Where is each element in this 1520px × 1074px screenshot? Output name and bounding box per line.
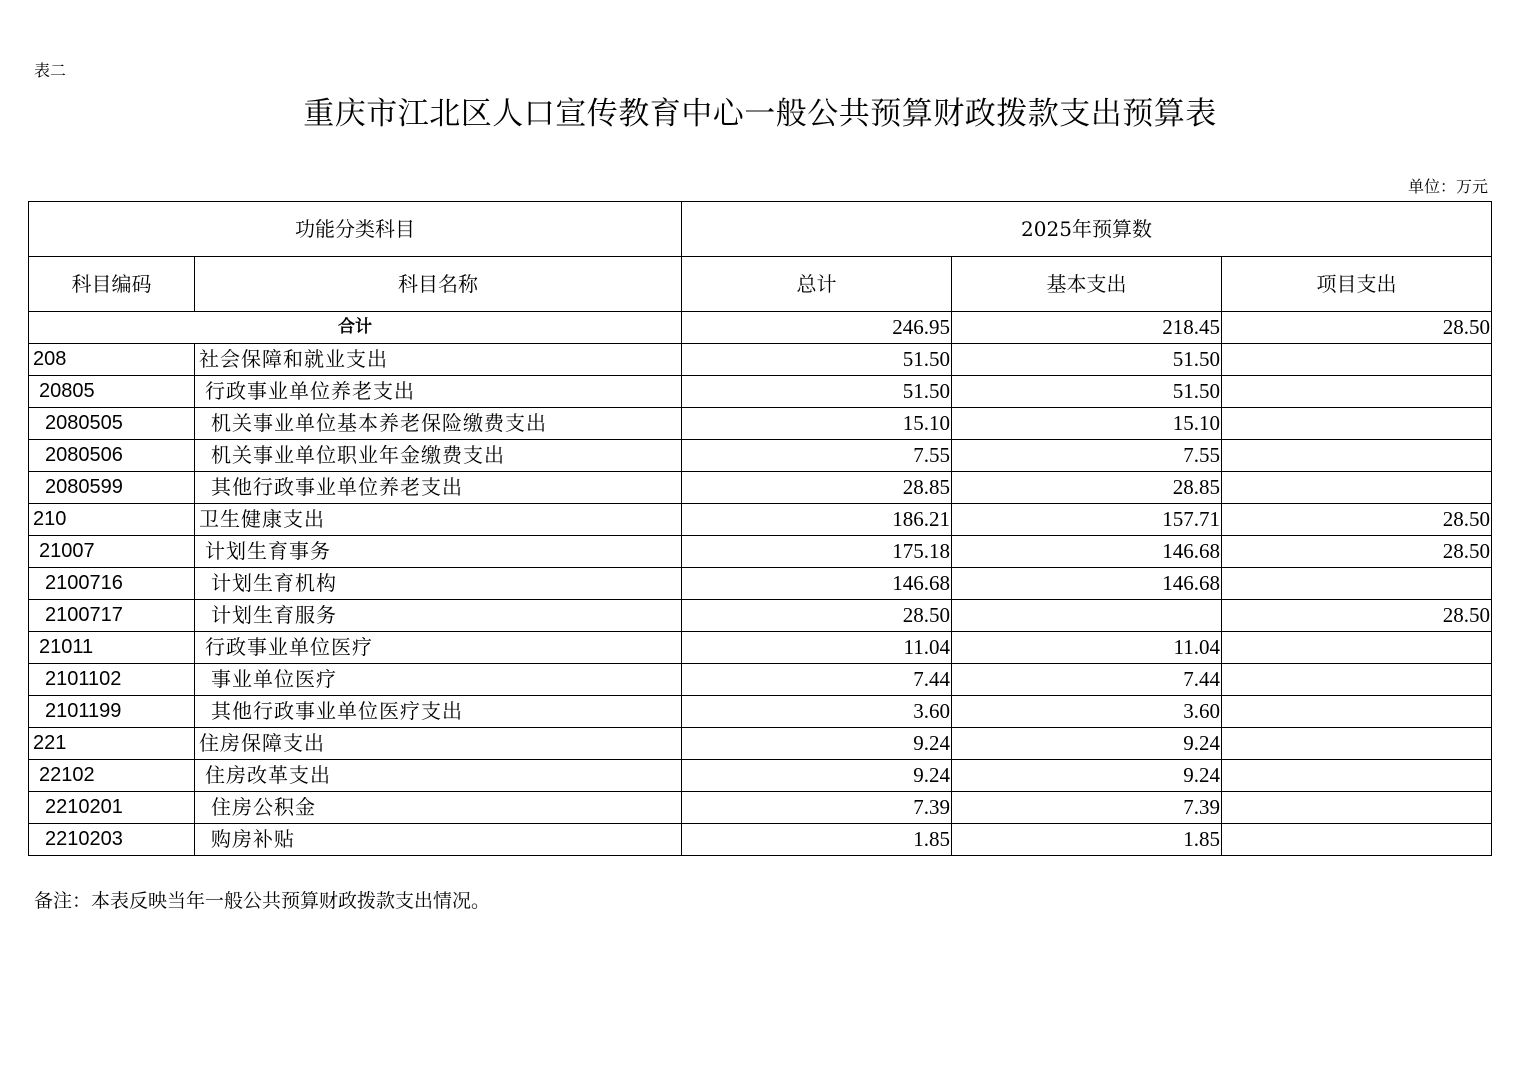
row-name: 购房补贴 <box>195 824 682 856</box>
remark-note: 备注：本表反映当年一般公共预算财政拨款支出情况。 <box>34 890 491 912</box>
row-total: 51.50 <box>682 376 952 408</box>
row-total: 7.44 <box>682 664 952 696</box>
table-row <box>29 344 1492 376</box>
header-basic: 基本支出 <box>952 257 1222 312</box>
total-basic: 218.45 <box>952 312 1222 344</box>
row-code: 22102 <box>29 760 195 792</box>
total-row <box>29 312 1492 344</box>
row-basic: 146.68 <box>952 568 1222 600</box>
table-row <box>29 504 1492 536</box>
row-code: 2100716 <box>29 568 195 600</box>
header-name: 科目名称 <box>195 257 682 312</box>
table-row <box>29 792 1492 824</box>
budget-table <box>28 201 1492 856</box>
table-row <box>29 376 1492 408</box>
row-basic: 157.71 <box>952 504 1222 536</box>
row-code: 20805 <box>29 376 195 408</box>
row-basic: 11.04 <box>952 632 1222 664</box>
header-project: 项目支出 <box>1222 257 1492 312</box>
row-basic: 7.44 <box>952 664 1222 696</box>
row-name: 住房改革支出 <box>195 760 682 792</box>
row-name: 卫生健康支出 <box>195 504 682 536</box>
table-row <box>29 536 1492 568</box>
row-total: 1.85 <box>682 824 952 856</box>
row-code: 2101102 <box>29 664 195 696</box>
row-name: 机关事业单位职业年金缴费支出 <box>195 440 682 472</box>
row-project <box>1222 568 1492 600</box>
row-total: 186.21 <box>682 504 952 536</box>
table-row <box>29 600 1492 632</box>
table-row <box>29 632 1492 664</box>
row-code: 2210201 <box>29 792 195 824</box>
row-basic: 51.50 <box>952 344 1222 376</box>
row-total: 28.50 <box>682 600 952 632</box>
table-row <box>29 824 1492 856</box>
table-number: 表二 <box>34 61 67 80</box>
row-name: 住房公积金 <box>195 792 682 824</box>
row-basic: 28.85 <box>952 472 1222 504</box>
row-project <box>1222 440 1492 472</box>
row-project <box>1222 792 1492 824</box>
row-code: 2101199 <box>29 696 195 728</box>
row-name: 住房保障支出 <box>195 728 682 760</box>
row-basic: 146.68 <box>952 536 1222 568</box>
row-name: 行政事业单位养老支出 <box>195 376 682 408</box>
row-basic <box>952 600 1222 632</box>
row-project <box>1222 760 1492 792</box>
row-name: 计划生育服务 <box>195 600 682 632</box>
row-code: 21011 <box>29 632 195 664</box>
row-name: 计划生育事务 <box>195 536 682 568</box>
total-total: 246.95 <box>682 312 952 344</box>
row-total: 11.04 <box>682 632 952 664</box>
row-code: 2080506 <box>29 440 195 472</box>
row-total: 175.18 <box>682 536 952 568</box>
row-project: 28.50 <box>1222 536 1492 568</box>
row-total: 51.50 <box>682 344 952 376</box>
row-total: 146.68 <box>682 568 952 600</box>
total-label: 合计 <box>29 312 682 344</box>
row-code: 2100717 <box>29 600 195 632</box>
row-basic: 7.55 <box>952 440 1222 472</box>
table-row <box>29 408 1492 440</box>
row-name: 机关事业单位基本养老保险缴费支出 <box>195 408 682 440</box>
row-project <box>1222 408 1492 440</box>
table-row <box>29 728 1492 760</box>
row-name: 社会保障和就业支出 <box>195 344 682 376</box>
row-total: 15.10 <box>682 408 952 440</box>
row-total: 7.55 <box>682 440 952 472</box>
row-name: 其他行政事业单位医疗支出 <box>195 696 682 728</box>
row-project <box>1222 344 1492 376</box>
table-row <box>29 760 1492 792</box>
header-code: 科目编码 <box>29 257 195 312</box>
table-row <box>29 696 1492 728</box>
row-project <box>1222 728 1492 760</box>
row-basic: 9.24 <box>952 760 1222 792</box>
page-title: 重庆市江北区人口宣传教育中心一般公共预算财政拨款支出预算表 <box>303 96 1217 132</box>
unit-label: 单位：万元 <box>1407 177 1488 196</box>
row-project <box>1222 664 1492 696</box>
row-code: 210 <box>29 504 195 536</box>
row-project <box>1222 472 1492 504</box>
row-basic: 15.10 <box>952 408 1222 440</box>
row-code: 21007 <box>29 536 195 568</box>
row-total: 28.85 <box>682 472 952 504</box>
header-total: 总计 <box>682 257 952 312</box>
table-row <box>29 568 1492 600</box>
row-code: 221 <box>29 728 195 760</box>
row-project <box>1222 824 1492 856</box>
header-group-row <box>29 202 1492 257</box>
row-total: 3.60 <box>682 696 952 728</box>
row-project <box>1222 376 1492 408</box>
row-total: 7.39 <box>682 792 952 824</box>
row-name: 其他行政事业单位养老支出 <box>195 472 682 504</box>
row-basic: 7.39 <box>952 792 1222 824</box>
row-basic: 1.85 <box>952 824 1222 856</box>
row-code: 208 <box>29 344 195 376</box>
row-basic: 9.24 <box>952 728 1222 760</box>
row-project: 28.50 <box>1222 504 1492 536</box>
row-name: 事业单位医疗 <box>195 664 682 696</box>
row-total: 9.24 <box>682 728 952 760</box>
row-basic: 51.50 <box>952 376 1222 408</box>
row-code: 2080599 <box>29 472 195 504</box>
table-row <box>29 472 1492 504</box>
row-total: 9.24 <box>682 760 952 792</box>
row-project <box>1222 632 1492 664</box>
row-name: 计划生育机构 <box>195 568 682 600</box>
row-project: 28.50 <box>1222 600 1492 632</box>
row-project <box>1222 696 1492 728</box>
header-budget-year: 2025年预算数 <box>682 202 1492 257</box>
row-name: 行政事业单位医疗 <box>195 632 682 664</box>
row-code: 2080505 <box>29 408 195 440</box>
row-basic: 3.60 <box>952 696 1222 728</box>
total-project: 28.50 <box>1222 312 1492 344</box>
header-column-row <box>29 257 1492 312</box>
row-code: 2210203 <box>29 824 195 856</box>
table-row <box>29 440 1492 472</box>
table-row <box>29 664 1492 696</box>
header-function-category: 功能分类科目 <box>29 202 682 257</box>
